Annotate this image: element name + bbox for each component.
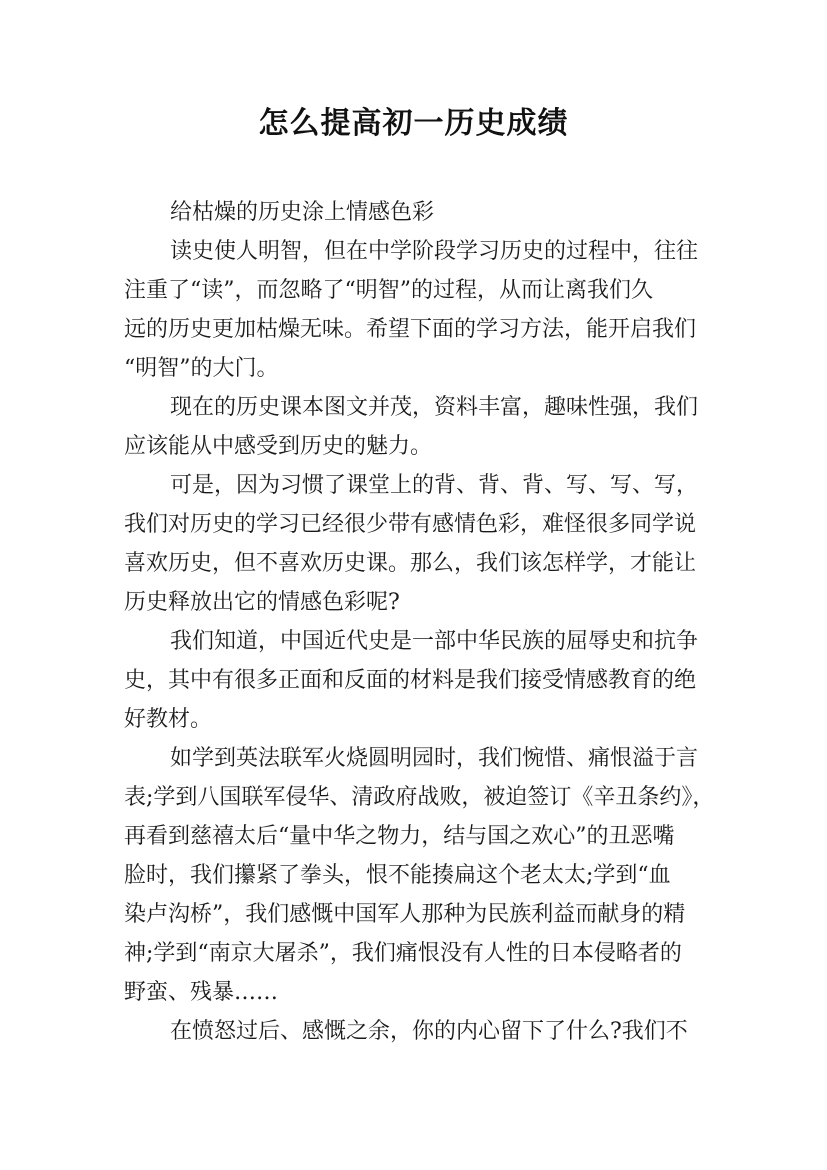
paragraph-line: 喜欢历史，但不喜欢历史课。那么，我们该怎样学，才能让 <box>124 551 697 576</box>
paragraph-line: 如学到英法联军火烧圆明园时，我们惋惜、痛恨溢于言 <box>170 746 699 771</box>
paragraph-line: 现在的历史课本图文并茂，资料丰富，趣味性强，我们 <box>170 395 699 420</box>
paragraph-line: “明智”的大门。 <box>124 356 279 381</box>
paragraph-line: 史，其中有很多正面和反面的材料是我们接受情感教育的绝 <box>124 668 697 693</box>
paragraph-line: 染卢沟桥”，我们感慨中国军人那种为民族利益而献身的精 <box>124 902 686 927</box>
paragraph-line: 应该能从中感受到历史的魅力。 <box>124 434 433 459</box>
document-body <box>124 193 714 1051</box>
paragraph-line: 神;学到“南京大屠杀”，我们痛恨没有人性的日本侵略者的 <box>124 941 682 966</box>
paragraph-line: 读史使人明智，但在中学阶段学习历史的过程中，往往 <box>170 239 699 264</box>
paragraph-line: 好教材。 <box>124 707 213 732</box>
paragraph-line: 可是，因为习惯了课堂上的背、背、背、写、写、写， <box>170 473 699 498</box>
paragraph-line: 野蛮、残暴…… <box>124 980 279 1005</box>
subheading-line: 给枯燥的历史涂上情感色彩 <box>170 200 435 225</box>
paragraph-line: 我们知道，中国近代史是一部中华民族的屈辱史和抗争 <box>170 629 699 654</box>
paragraph-line: 表;学到八国联军侵华、清政府战败，被迫签订《辛丑条约》， <box>124 785 715 810</box>
paragraph-line: 在愤怒过后、感慨之余，你的内心留下了什么?我们不 <box>170 1019 688 1044</box>
paragraph-line: 脸时，我们攥紧了拳头，恨不能揍扁这个老太太;学到“血 <box>124 863 671 888</box>
document-title: 怎么提高初一历史成绩 <box>258 106 569 141</box>
paragraph-line: 再看到慈禧太后“量中华之物力，结与国之欢心”的丑恶嘴 <box>124 824 675 849</box>
paragraph-line: 我们对历史的学习已经很少带有感情色彩，难怪很多同学说 <box>124 512 697 537</box>
paragraph-line: 注重了“读”，而忽略了“明智”的过程，从而让离我们久 <box>124 278 653 303</box>
paragraph-line: 历史释放出它的情感色彩呢? <box>124 590 400 615</box>
paragraph-line: 远的历史更加枯燥无味。希望下面的学习方法，能开启我们 <box>124 317 697 342</box>
